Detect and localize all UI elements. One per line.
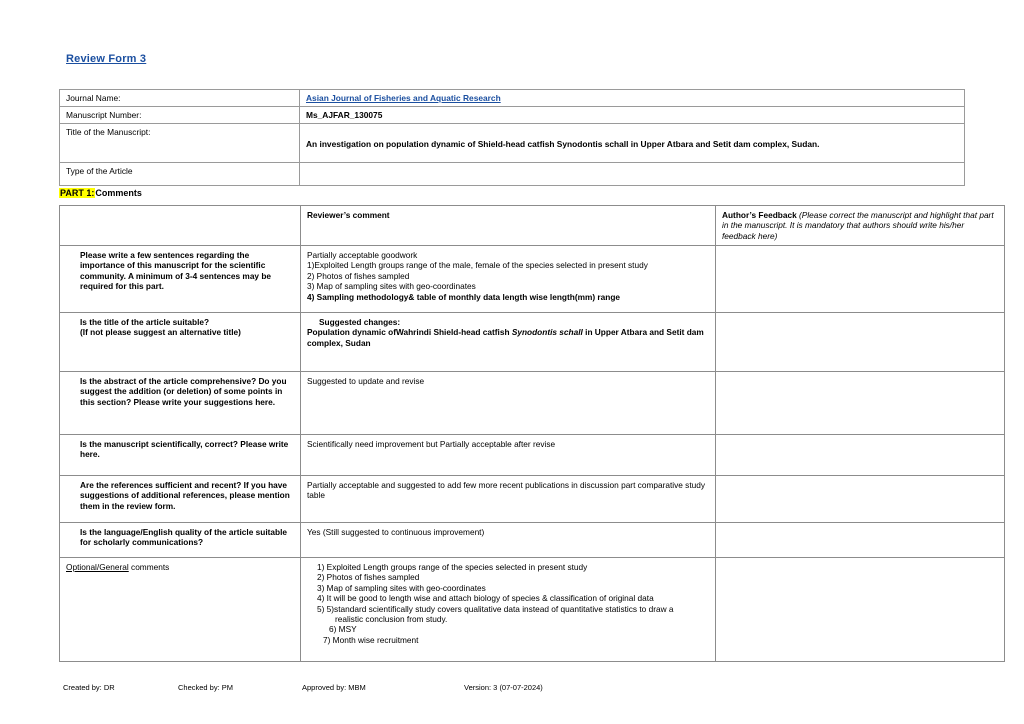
reviewer-comment-scientific[interactable] — [301, 435, 716, 476]
optional-underline-label: Optional/General — [66, 562, 129, 573]
meta-value-journal-name — [300, 90, 965, 107]
meta-label-manuscript-title: Title of the Manuscript: — [60, 124, 300, 163]
question-abstract — [60, 372, 301, 435]
reviewer-line: Partially acceptable goodwork — [307, 250, 418, 261]
reviewer-comment-optional[interactable] — [301, 558, 716, 662]
table-row — [60, 558, 1005, 662]
meta-value-manuscript-title: An investigation on population dynamic of Shield-head catfish Synodontis schall in Upper Atbara and Setit dam complex, Sudan. — [300, 124, 965, 163]
meta-label-manuscript-number: Manuscript Number: — [60, 107, 300, 124]
reviewer-line: Scientifically need improvement but Partially acceptable after revise — [307, 439, 556, 450]
page-title: Review Form 3 — [66, 53, 147, 65]
reviewer-comment-references[interactable] — [301, 476, 716, 523]
reviewer-line: 5) 5)standard scientifically study covers qualitative data instead of quantitative statistics to draw a — [317, 603, 674, 614]
optional-rest-label: comments — [128, 562, 170, 573]
reviewer-line: 4) It will be good to length wise and attach biology of species & classification of original data — [317, 593, 654, 604]
reviewer-line: 2) Photos of fishes sampled — [317, 572, 420, 583]
reviewer-line: Partially acceptable and suggested to add few more recent publications in discussion part comparative study table — [307, 480, 706, 501]
part-title: Comments — [95, 188, 142, 198]
question-importance-text: Please write a few sentences regarding the importance of this manuscript for the scientific community. A minimum of 3-4 sentences may be required for this part. — [80, 250, 272, 292]
reviewer-line: Suggested to update and revise — [307, 376, 425, 387]
reviewer-line: 2) Photos of fishes sampled — [307, 270, 410, 281]
reviewer-suggested-changes-heading: Suggested changes: — [319, 317, 401, 328]
part-label: PART 1: — [60, 188, 95, 198]
author-feedback-abstract[interactable] — [716, 372, 1005, 435]
reviewer-line: realistic conclusion from study. — [335, 613, 448, 624]
author-feedback-importance[interactable] — [716, 246, 1005, 313]
table-row — [60, 163, 965, 186]
author-feedback-title[interactable] — [716, 313, 1005, 372]
reviewer-line: 6) MSY — [329, 624, 357, 635]
question-scientific-correctness-text: Is the manuscript scientifically, correct? Please write here. — [80, 439, 289, 460]
footer-version: Version: 3 (07-07-2024) — [464, 683, 543, 692]
author-feedback-references[interactable] — [716, 476, 1005, 523]
question-title-suitable-text: Is the title of the article suitable? — [80, 317, 210, 328]
reviewer-line: Yes (Still suggested to continuous improvement) — [307, 527, 485, 538]
table-row — [60, 523, 1005, 558]
table-row — [60, 246, 1005, 313]
table-row — [60, 107, 965, 124]
header-author-feedback-italic: (Please correct the manuscript and highlight that part in the manuscript. It is mandatory that authors should write his/her feedback here) — [722, 210, 994, 241]
reviewer-comment-language[interactable] — [301, 523, 716, 558]
reviewer-line: 3) Map of sampling sites with geo-coordinates — [317, 582, 486, 593]
header-author-feedback-bold: Author’s Feedback — [722, 210, 799, 220]
question-language-quality-text: Is the language/English quality of the article suitable for scholarly communications? — [80, 527, 288, 548]
table-row — [60, 313, 1005, 372]
table-row — [60, 476, 1005, 523]
table-row — [60, 90, 965, 107]
question-language-quality — [60, 523, 301, 558]
meta-label-journal-name: Journal Name: — [60, 90, 300, 107]
table-header-row — [60, 206, 1005, 246]
author-feedback-language[interactable] — [716, 523, 1005, 558]
question-title-suitable-sub: (If not please suggest an alternative title) — [80, 327, 241, 338]
author-feedback-scientific[interactable] — [716, 435, 1005, 476]
journal-name-link[interactable]: Asian Journal of Fisheries and Aquatic Research — [306, 93, 501, 103]
table-row — [60, 124, 965, 163]
question-abstract-text: Is the abstract of the article comprehensive? Do you suggest the addition (or deletion) of some points in this section? Please write your suggestions here. — [80, 376, 287, 407]
footer-checked-by: Checked by: PM — [178, 683, 234, 692]
reviewer-comment-abstract[interactable] — [301, 372, 716, 435]
reviewer-suggested-title: Population dynamic ofWahrindi Shield-head catfish Synodontis schall in Upper Atbara and Setit dam complex, Sudan — [307, 327, 704, 348]
question-optional-general — [60, 558, 301, 662]
footer-approved-by: Approved by: MBM — [302, 683, 366, 692]
footer-created-by: Created by: DR — [63, 683, 115, 692]
reviewer-comment-importance[interactable] — [301, 246, 716, 313]
meta-value-manuscript-number: Ms_AJFAR_130075 — [300, 107, 965, 124]
meta-label-article-type: Type of the Article — [60, 163, 300, 186]
meta-value-article-type — [300, 163, 965, 186]
reviewer-line: 7) Month wise recruitment — [323, 634, 419, 645]
question-references — [60, 476, 301, 523]
table-row — [60, 372, 1005, 435]
reviewer-comment-title[interactable] — [301, 313, 716, 372]
header-question-col — [60, 206, 301, 246]
question-title-suitable — [60, 313, 301, 372]
reviewer-line-bold: 4) Sampling methodology& table of monthly data length wise length(mm) range — [307, 291, 620, 302]
author-feedback-optional[interactable] — [716, 558, 1005, 662]
part-heading — [59, 188, 142, 198]
question-references-text: Are the references sufficient and recent? If you have suggestions of additional references, please mention them in the review form. — [80, 480, 290, 511]
reviewer-line: 1) Exploited Length groups range of the species selected in present study — [317, 562, 588, 573]
header-reviewer-comment: Reviewer’s comment — [301, 206, 716, 246]
header-author-feedback — [716, 206, 1005, 246]
question-scientific-correctness — [60, 435, 301, 476]
comments-table — [59, 205, 1005, 662]
reviewer-line: 1)Exploited Length groups range of the male, female of the species selected in present study — [307, 260, 648, 271]
table-row — [60, 435, 1005, 476]
question-optional-general-text — [66, 562, 294, 572]
manuscript-meta-table — [59, 89, 965, 186]
question-importance — [60, 246, 301, 313]
reviewer-line: 3) Map of sampling sites with geo-coordinates — [307, 281, 476, 292]
